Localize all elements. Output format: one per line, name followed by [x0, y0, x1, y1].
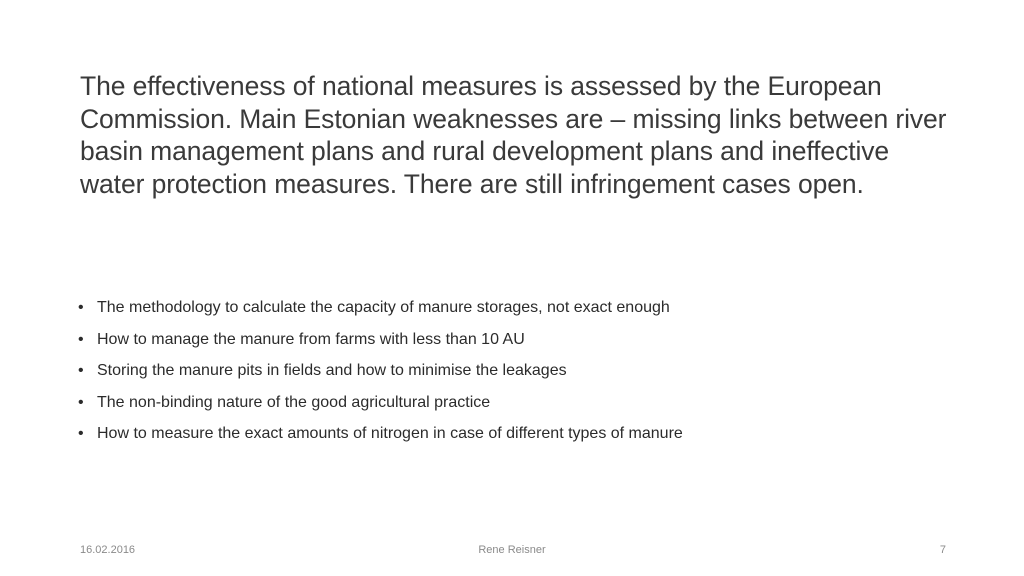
bullet-text: The methodology to calculate the capacity of manure storages, not exact enough	[97, 299, 670, 316]
footer-author: Rene Reisner	[478, 544, 546, 556]
bullet-text: How to measure the exact amounts of nitrogen in case of different types of manure	[97, 425, 683, 442]
bullet-list	[78, 292, 958, 450]
bullet-dot: •	[78, 330, 84, 348]
bullet-text: How to manage the manure from farms with less than 10 AU	[97, 330, 525, 348]
bullet-item	[78, 387, 958, 419]
bullet-text: The non-binding nature of the good agricultural practice	[97, 393, 491, 411]
bullet-dot: •	[78, 362, 84, 379]
bullet-item	[78, 418, 958, 450]
bullet-text: Storing the manure pits in fields and how to minimise the leakages	[97, 362, 567, 379]
bullet-dot: •	[78, 425, 84, 442]
bullet-dot: •	[78, 393, 84, 411]
bullet-dot: •	[78, 299, 84, 316]
footer-page-number: 7	[939, 544, 946, 556]
footer-date: 16.02.2016	[80, 544, 136, 556]
bullet-item	[78, 292, 958, 324]
bullet-item	[78, 324, 958, 356]
slide-title: The effectiveness of national measures is assessed by the European Commission. Main Estonian weaknesses are – missing links between river basin management plans and rural development plans and ineffective water protection measures. There are still infringement cases open.	[80, 71, 947, 199]
bullet-item	[78, 355, 958, 387]
